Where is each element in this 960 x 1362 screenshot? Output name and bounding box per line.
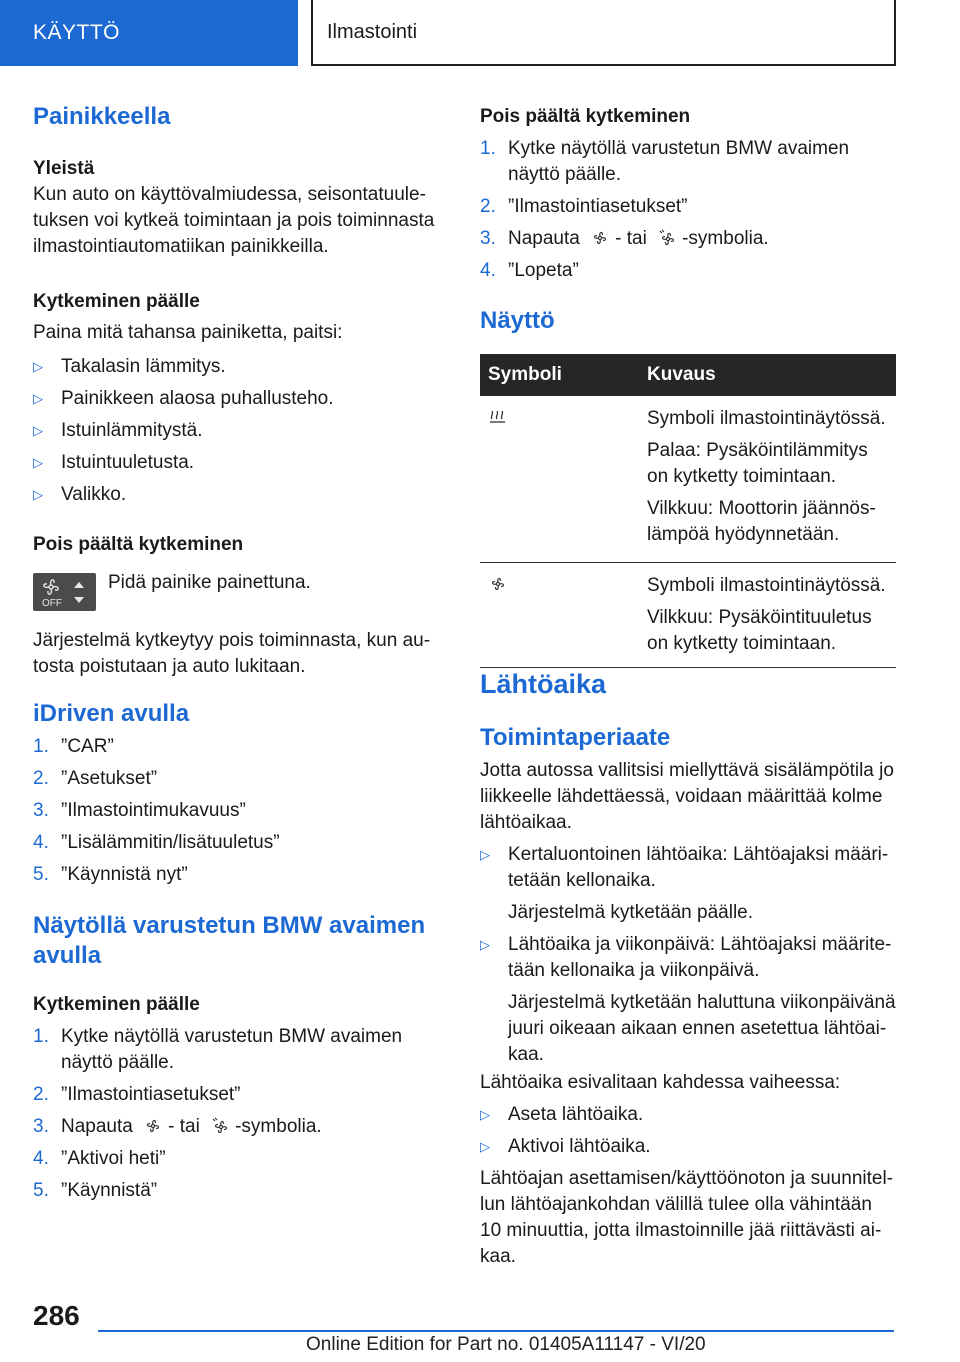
off-heading-right: Pois päältä kytkeminen bbox=[480, 106, 691, 127]
step-item: 4. ”Aktivoi heti” bbox=[33, 1148, 166, 1169]
step-item: 2. ”Ilmastointiasetukset” bbox=[480, 196, 688, 217]
triangle-bullet-icon: ▷ bbox=[480, 847, 490, 862]
list-item: ▷ Valikko. bbox=[33, 482, 438, 508]
step-item: 1. ”CAR” bbox=[33, 736, 114, 757]
step-item: 2. ”Ilmastointiasetukset” bbox=[33, 1084, 241, 1105]
fan-icon bbox=[144, 1117, 162, 1135]
triangle-bullet-icon: ▷ bbox=[480, 1107, 490, 1122]
list-item: ▷ Istuintuuletusta. bbox=[33, 450, 438, 476]
fan-heat-icon bbox=[658, 229, 676, 247]
on-text: Paina mitä tahansa painiketta, paitsi: bbox=[33, 322, 343, 343]
fan-off-button-image bbox=[33, 573, 96, 611]
triangle-bullet-icon: ▷ bbox=[33, 359, 43, 374]
page-number: 286 bbox=[33, 1300, 80, 1331]
section-title-buttons: Painikkeella bbox=[33, 103, 171, 130]
key-on-heading: Kytkeminen päälle bbox=[33, 994, 200, 1015]
step-item: 2. ”Asetukset” bbox=[33, 768, 158, 789]
step-item: 1. Kytke näytöllä varustetun BMW avaimen näyttö päälle. bbox=[480, 138, 850, 185]
step-item: 4. ”Lisälämmitin/lisätuuletus” bbox=[33, 832, 280, 853]
list-item: ▷ Lähtöaika ja viikonpäivä: Lähtöajaksi määrite- tään kellonaika ja viikonpäivä. Järjestelmä kytketään haluttuna viikonpäivänä juuri oikeaan aikaan ennen asetettua lähtöai- kaa. bbox=[480, 934, 896, 1065]
list-item: ▷ Aseta lähtöaika. bbox=[480, 1102, 896, 1128]
table-row: Symboli ilmastointinäytössä. Palaa: Pysäköintilämmitys on kytketty toimintaan. Vilkkuu: Moottorin jäännös- lämpöä hyödynnetään. bbox=[480, 396, 896, 563]
list-item: ▷ Takalasin lämmitys. bbox=[33, 354, 438, 380]
triangle-bullet-icon: ▷ bbox=[33, 455, 43, 470]
section-tab: KÄYTTÖ bbox=[0, 0, 298, 66]
list-item: ▷ Kertaluontoinen lähtöaika: Lähtöajaksi määri- tetään kellonaika. Järjestelmä kytketään päälle. bbox=[480, 844, 889, 923]
fan-heat-icon bbox=[211, 1117, 229, 1135]
table-row: Symboli ilmastointinäytössä. Vilkkuu: Pysäköintituuletus on kytketty toimintaan. bbox=[480, 563, 896, 668]
step-item: 3. Napauta - tai -symbolia. bbox=[480, 228, 769, 249]
list-item: ▷ Painikkeen alaosa puhallusteho. bbox=[33, 386, 438, 412]
preselect-text: Lähtöaika esivalitaan kahdessa vaiheessa: bbox=[480, 1072, 841, 1093]
list-item: ▷ Aktivoi lähtöaika. bbox=[480, 1134, 896, 1160]
general-heading: Yleistä bbox=[33, 158, 95, 179]
fan-icon bbox=[33, 573, 96, 611]
general-text: Kun auto on käyttövalmiudessa, seisontatuule- tuksen voi kytkeä toimintaan ja pois toiminnasta ilmastointiautomatiikan painikkeilla. bbox=[33, 184, 435, 257]
edition-text: Online Edition for Part no. 01405A11147 - VI/20 bbox=[306, 1334, 706, 1355]
on-heading: Kytkeminen päälle bbox=[33, 291, 200, 312]
triangle-bullet-icon: ▷ bbox=[33, 423, 43, 438]
fan-icon bbox=[591, 229, 609, 247]
footer-divider bbox=[98, 1330, 894, 1332]
step-item: 1. Kytke näytöllä varustetun BMW avaimen näyttö päälle. bbox=[33, 1026, 403, 1073]
off-text: Pidä painike painettuna. bbox=[108, 572, 311, 593]
idrive-title: iDriven avulla bbox=[33, 700, 190, 727]
symbol-table bbox=[480, 354, 896, 668]
triangle-bullet-icon: ▷ bbox=[480, 937, 490, 952]
parking-heat-icon bbox=[488, 408, 508, 426]
list-item: ▷ Istuinlämmitystä. bbox=[33, 418, 438, 444]
principle-text: Jotta autossa vallitsisi miellyttävä sisälämpötila jo liikkeelle lähdettäessä, voidaan määrittää kolme lähtöaikaa. bbox=[480, 760, 894, 833]
svg-text:OFF: OFF bbox=[42, 598, 62, 609]
step-item: 3. Napauta - tai -symbolia. bbox=[33, 1116, 322, 1137]
fan-icon bbox=[488, 575, 508, 593]
display-title: Näyttö bbox=[480, 307, 555, 334]
departure-title: Lähtöaika bbox=[480, 669, 607, 699]
step-item: 5. ”Käynnistä” bbox=[33, 1180, 158, 1201]
off-heading: Pois päältä kytkeminen bbox=[33, 534, 244, 555]
step-item: 4. ”Lopeta” bbox=[480, 260, 579, 281]
final-text: Lähtöajan asettamisen/käyttöönoton ja suunnitel- lun lähtöajankohdan välillä tulee olla vähintään 10 minuuttia, jotta ilmastoinnille jää riittävästi ai- kaa. bbox=[480, 1168, 893, 1267]
key-title: Näytöllä varustetun BMW avaimen avulla bbox=[33, 912, 426, 969]
table-header: Symboli Kuvaus bbox=[480, 354, 896, 396]
triangle-bullet-icon: ▷ bbox=[33, 391, 43, 406]
off-description: Järjestelmä kytkeytyy pois toiminnasta, kun au- tosta poistutaan ja auto lukitaan. bbox=[33, 630, 431, 677]
triangle-bullet-icon: ▷ bbox=[480, 1139, 490, 1154]
triangle-bullet-icon: ▷ bbox=[33, 487, 43, 502]
principle-title: Toimintaperiaate bbox=[480, 724, 671, 751]
step-item: 3. ”Ilmastointimukavuus” bbox=[33, 800, 246, 821]
chapter-tab: Ilmastointi bbox=[311, 0, 896, 66]
step-item: 5. ”Käynnistä nyt” bbox=[33, 864, 188, 885]
